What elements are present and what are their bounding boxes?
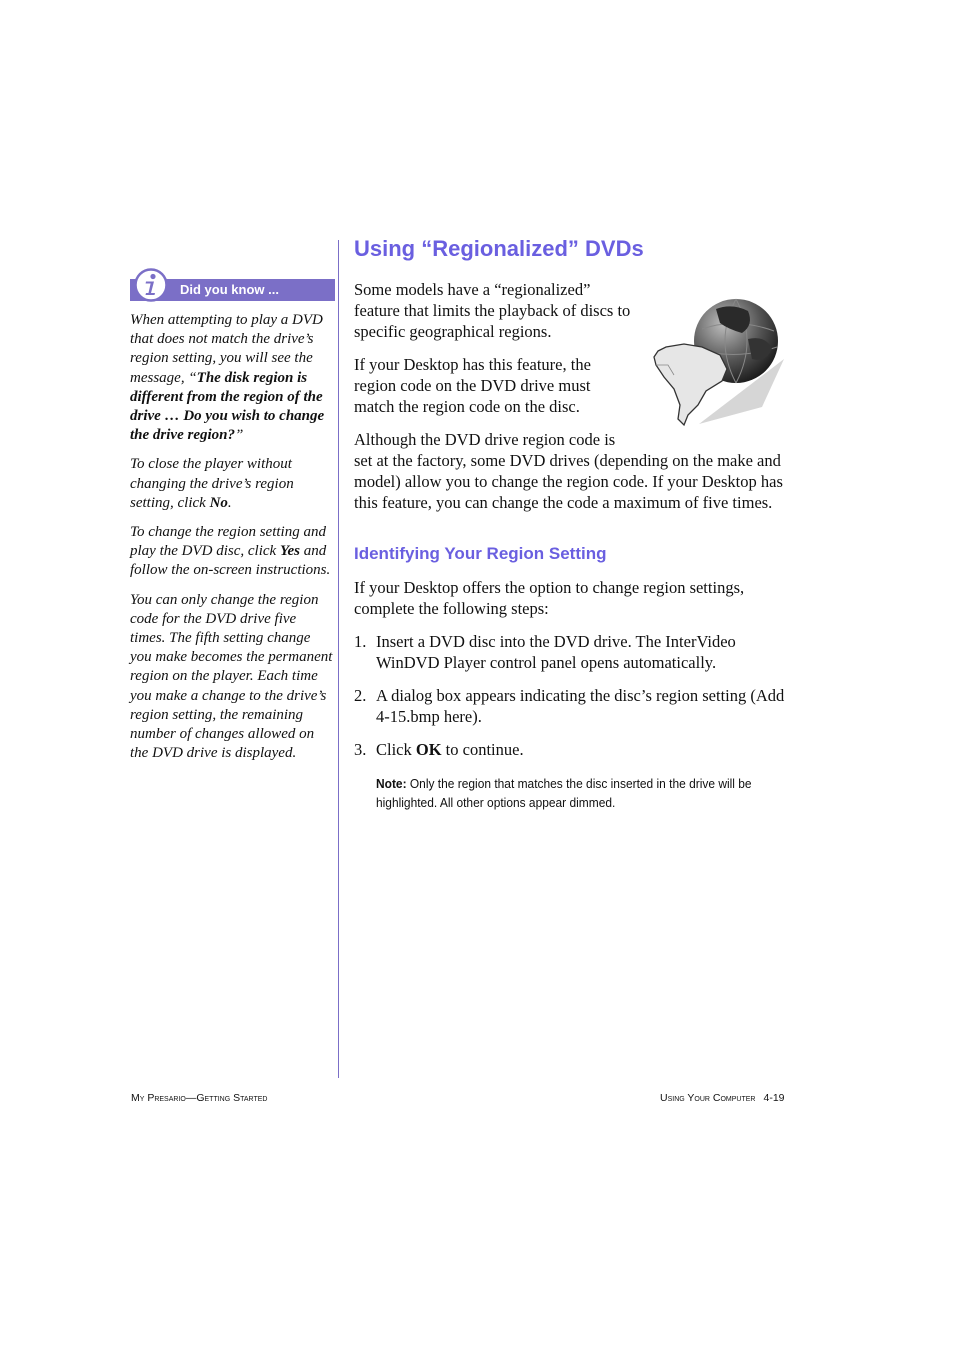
intro-paragraph: Some models have a “regionalized” feature that limits the playback of discs to specific geographical regions. [354,280,631,341]
ok-label: OK [415,740,442,759]
globe-illustration [644,289,794,429]
note-label: Note: [376,776,407,791]
footer-left: My Presario—Getting Started [131,1092,268,1104]
yes-option: Yes [279,543,300,560]
intro-paragraph: Although the DVD drive region code is set at the factory, some DVD drives (depending on the make and model) allow you to change the region code. If your Desktop has this feature, you can change the code a maximum of five times. [354,430,783,512]
sidebar-note: To change the region setting and play the DVD disc, click Yes and follow the on-screen instructions. [130,524,331,579]
did-you-know-header [130,279,335,301]
no-option: No [209,494,228,511]
steps-intro: If your Desktop offers the option to change region settings, complete the following steps: [354,578,745,618]
page-number: 4-19 [763,1092,785,1104]
info-icon [134,268,168,302]
region-message: The disk region is different from the region of the drive … Do you wish to change the drive region? [130,369,325,444]
steps-list [354,631,794,760]
steps-section [354,577,794,812]
note-text: Only the region that matches the disc inserted in the drive will be highlighted. All other options appear dimmed. [376,776,752,810]
sidebar-notes [130,311,335,763]
did-you-know-sidebar [130,268,335,773]
sidebar-note: When attempting to play a DVD that does not match the drive’s region setting, you will see the message, “The disk region is different from the region of the drive … Do you wish to change the drive region?” [130,312,325,444]
list-item: 3. Click OK to continue. [354,740,524,759]
intro-paragraph: If your Desktop has this feature, the region code on the DVD drive must match the region code on the disc. [354,355,591,416]
sidebar-note: To close the player without changing the drive’s region setting, click No. [130,456,294,511]
column-divider [338,240,339,1078]
main-content [354,234,794,812]
did-you-know-label: Did you know ... [180,282,279,297]
footer-right [660,1092,785,1104]
intro-section [354,279,794,513]
sidebar-note: You can only change the region code for the DVD drive five times. The fifth setting change you make becomes the permanent region on the player. Each time you make a change to the drive’s region setting, the remaining number of changes allowed on the DVD drive is displayed. [130,591,333,762]
note [376,774,781,812]
footer-section: Using Your Computer [660,1092,756,1104]
section-subtitle: Identifying Your Region Setting [354,544,607,563]
list-item: 1. Insert a DVD disc into the DVD drive. The InterVideo WinDVD Player control panel opens automatically. [354,632,736,672]
list-item: 2. A dialog box appears indicating the disc’s region setting (Add 4-15.bmp here). [354,686,785,726]
page-title: Using “Regionalized” DVDs [354,236,644,261]
